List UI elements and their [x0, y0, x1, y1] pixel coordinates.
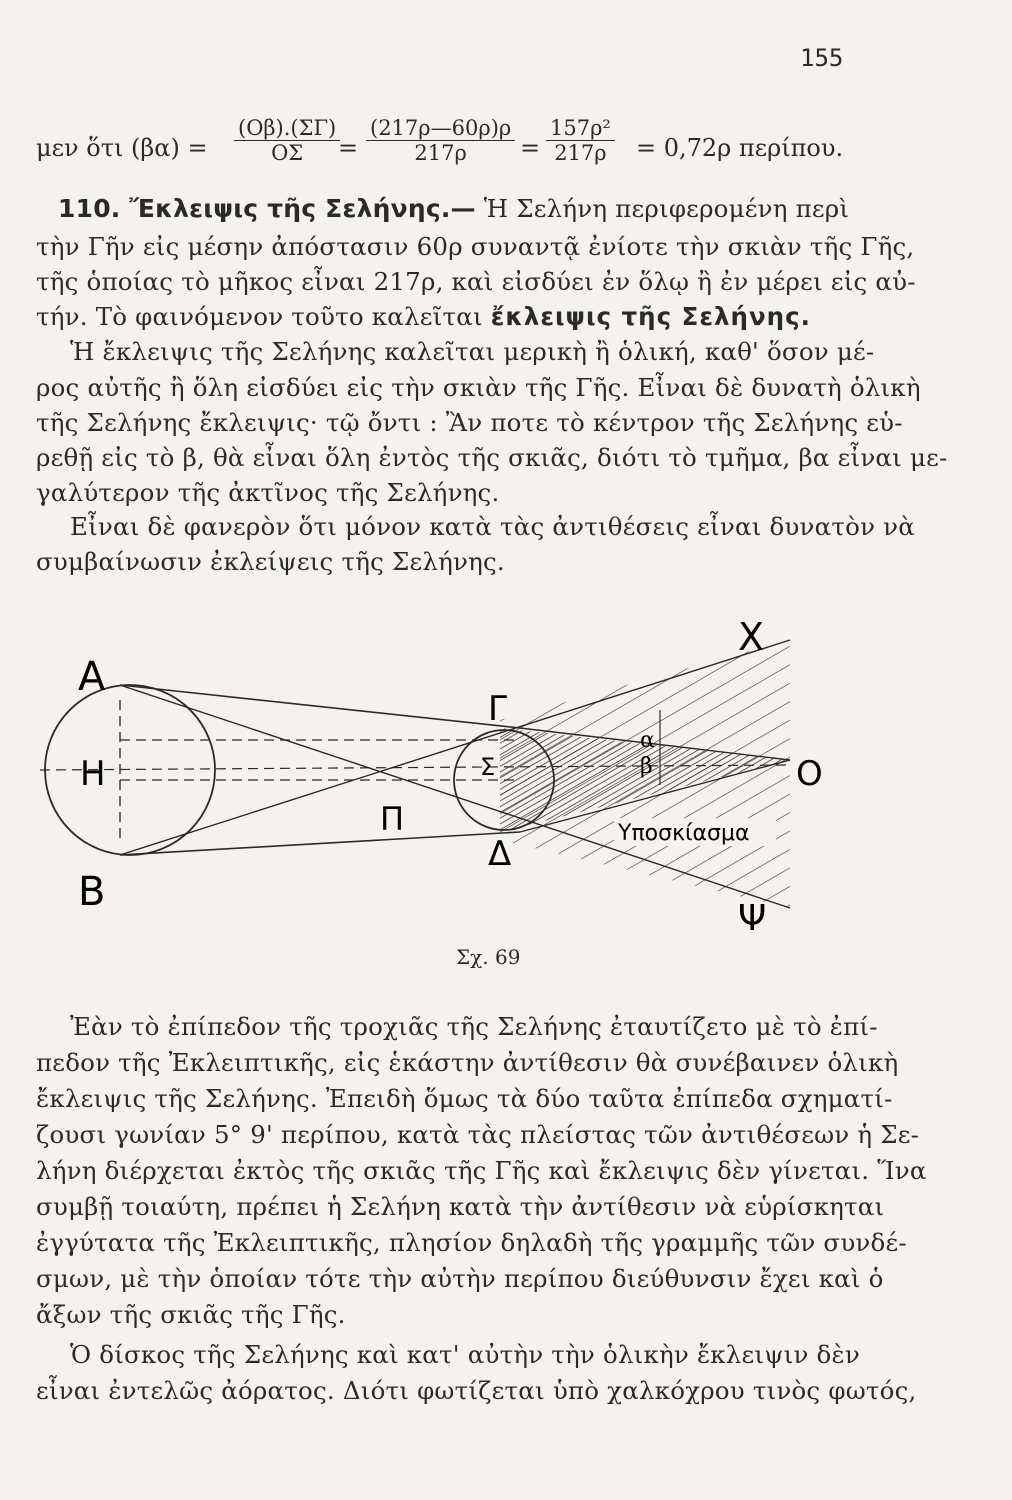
- text-line: τῆς ὁποίας τὸ μῆκος εἶναι 217ρ, καὶ εἰσδύει ἐν ὅλῳ ἢ ἐν μέρει εἰς αὐ-: [36, 267, 916, 296]
- formula-result: = 0,72ρ περίπου.: [636, 134, 844, 162]
- label-A: Α: [78, 654, 106, 700]
- fraction-1: [234, 116, 340, 165]
- text-line: Ἡ Σελήνη περιφερομένη περὶ: [483, 194, 850, 223]
- text-line: συμβῇ τοιαύτη, πρέπει ἡ Σελήνη κατὰ τὴν ἀντίθεσιν νὰ εὑρίσκηται: [36, 1192, 885, 1221]
- fraction-3-denominator: 217ρ: [554, 141, 607, 165]
- text-line: ρεθῇ εἰς τὸ β, θὰ εἶναι ὅλη ἐντὸς τῆς σκιᾶς, διότι τὸ τμῆμα, βα εἶναι με-: [36, 443, 948, 472]
- fraction-1-denominator: ΟΣ: [271, 141, 304, 165]
- text-line: [36, 302, 811, 331]
- label-B: Β: [78, 869, 106, 915]
- label-P: Π: [380, 800, 405, 838]
- equals-sign: =: [520, 134, 541, 162]
- fraction-2-numerator: (217ρ—60ρ)ρ: [366, 116, 515, 141]
- label-G: Γ: [488, 689, 507, 729]
- text-line: πεδον τῆς Ἐκλειπτικῆς, εἰς ἑκάστην ἀντίθεσιν θὰ συνέβαινεν ὁλικὴ: [36, 1048, 899, 1077]
- text-line: σμων, μὲ τὴν ὁποίαν τότε τὴν αὐτὴν περίπου διεύθυνσιν ἔχει καὶ ὁ: [36, 1264, 884, 1293]
- text-line: τῆς Σελήνης ἔκλειψις· τῷ ὄντι : Ἂν ποτε τὸ κέντρον τῆς Σελήνης εὑ-: [36, 408, 903, 437]
- section-heading-line: [58, 194, 849, 223]
- text-line: συμβαίνωσιν ἐκλείψεις τῆς Σελήνης.: [36, 547, 505, 576]
- fraction-3-numerator: 157ρ²: [546, 116, 615, 141]
- text-line: Ἡ ἔκλειψις τῆς Σελήνης καλεῖται μερικὴ ἢ ὁλική, καθ' ὅσον μέ-: [70, 337, 875, 366]
- text-line: Εἶναι δὲ φανερὸν ὅτι μόνον κατὰ τὰς ἀντιθέσεις εἶναι δυνατὸν νὰ: [70, 512, 915, 541]
- label-b: β: [640, 754, 653, 779]
- label-O: Ο: [796, 754, 823, 794]
- eclipse-diagram-svg: [20, 610, 860, 945]
- text-line: Ἐὰν τὸ ἐπίπεδον τῆς τροχιᾶς τῆς Σελήνης ἐταυτίζετο μὲ τὸ ἐπί-: [70, 1012, 878, 1041]
- label-H: Η: [80, 754, 106, 794]
- defined-term: ἔκλειψις τῆς Σελήνης.: [490, 302, 811, 331]
- fraction-2: [366, 116, 515, 165]
- section-heading: 110. Ἔκλειψις τῆς Σελήνης.—: [58, 194, 476, 223]
- text-line: ζουσι γωνίαν 5° 9' περίπου, κατὰ τὰς πλείστας τῶν ἀντιθέσεων ἡ Σε-: [36, 1120, 920, 1149]
- label-X: Χ: [738, 615, 765, 659]
- page-number: 155: [800, 44, 844, 72]
- label-penumbra: Υποσκίασμα: [618, 821, 750, 846]
- figure-caption: Σχ. 69: [456, 945, 521, 969]
- text-line: Ὁ δίσκος τῆς Σελήνης καὶ κατ' αὐτὴν τὴν ὁλικὴν ἔκλειψιν δὲν: [70, 1340, 860, 1369]
- text-line: ἐγγύτατα τῆς Ἐκλειπτικῆς, πλησίον δηλαδὴ τῆς γραμμῆς τῶν συνδέ-: [36, 1228, 907, 1257]
- label-Psi: Ψ: [738, 898, 767, 939]
- label-D: Δ: [488, 834, 512, 874]
- text-line: λήνη διέρχεται ἐκτὸς τῆς σκιᾶς τῆς Γῆς καὶ ἔκλειψις δὲν γίνεται. Ἵνα: [36, 1156, 927, 1185]
- label-S: Σ: [480, 753, 496, 781]
- text-line: ἄξων τῆς σκιᾶς τῆς Γῆς.: [36, 1300, 346, 1329]
- label-a: α: [640, 728, 655, 753]
- eclipse-diagram: [20, 610, 860, 945]
- text-line: ἔκλειψις τῆς Σελήνης. Ἐπειδὴ ὅμως τὰ δύο ταῦτα ἐπίπεδα σχηματί-: [36, 1084, 893, 1113]
- outer-tangent-top: [120, 685, 520, 728]
- formula-prefix: μεν ὅτι (βα) =: [36, 134, 208, 162]
- text-line: ρος αὐτῆς ἢ ὅλη εἰσδύει εἰς τὴν σκιὰν τῆς Γῆς. Εἶναι δὲ δυνατὴ ὁλικὴ: [36, 373, 921, 402]
- text-line: τὴν Γῆν εἰς μέσην ἀπόστασιν 60ρ συναντᾷ ἐνίοτε τὴν σκιὰν τῆς Γῆς,: [36, 232, 915, 261]
- text-span: τήν. Τὸ φαινόμενον τοῦτο καλεῖται: [36, 302, 483, 331]
- fraction-1-numerator: (Οβ).(ΣΓ): [234, 116, 340, 141]
- fraction-2-denominator: 217ρ: [414, 141, 467, 165]
- equals-sign: =: [338, 134, 359, 162]
- formula-line: [36, 112, 966, 174]
- text-line: γαλύτερον τῆς ἀκτῖνος τῆς Σελήνης.: [36, 478, 500, 507]
- text-line: εἶναι ἐντελῶς ἀόρατος. Διότι φωτίζεται ὑπὸ χαλκόχρου τινὸς φωτός,: [36, 1376, 917, 1405]
- fraction-3: [546, 116, 615, 165]
